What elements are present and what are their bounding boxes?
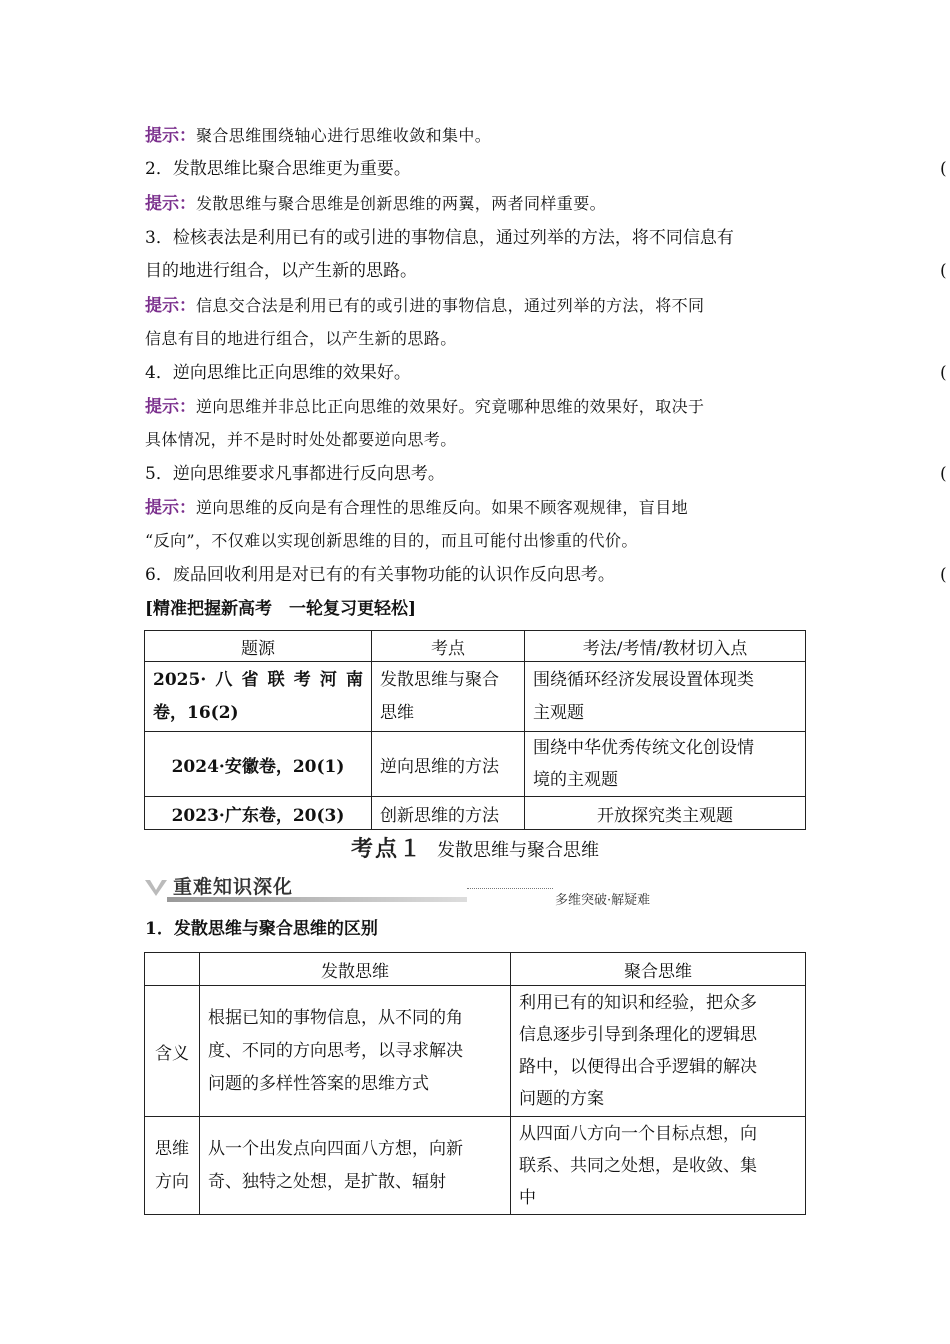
kaodian-title: 发散思维与聚合思维 (437, 840, 599, 861)
hint-5-line-2: “反向”，不仅难以实现创新思维的目的，而且可能付出惨重的代价。 (145, 531, 638, 550)
table-row (145, 732, 806, 797)
hint-text: 聚合思维围绕轴心进行思维收敛和集中。 (196, 126, 492, 145)
question-2: 2．发散思维比聚合思维更为重要。 (145, 159, 411, 179)
cell-method: 开放探究类主观题 (525, 797, 806, 830)
banner-title: 重难知识深化 (173, 876, 294, 898)
hint-1 (145, 125, 805, 147)
cell-point: 逆向思维的方法 (372, 732, 525, 797)
cell-line: 问题的方案 (519, 1089, 604, 1109)
cell-source: 2023·广东卷，20(3) (145, 797, 372, 830)
row-label: 含义 (145, 986, 200, 1117)
cell-method (525, 662, 806, 732)
cell-line: 思维 (380, 702, 414, 723)
hint-4-line-2: 具体情况，并不是时时处处都要逆向思考。 (145, 430, 457, 449)
answer-paren: ( (940, 565, 947, 585)
table-row (145, 797, 806, 830)
hint-label: 提示： (145, 194, 196, 214)
cell-line: 围绕循环经济发展设置体现类 (533, 669, 754, 690)
cell-line: 度、不同的方向思考，以寻求解决 (208, 1040, 463, 1061)
hint-text: 逆向思维并非总比正向思维的效果好。究竟哪种思维的效果好，取决于 (196, 397, 705, 416)
answer-paren: ( (940, 464, 947, 484)
cell-convergent (511, 986, 806, 1117)
hint-4-line-1 (145, 396, 805, 418)
section-1-title: 1．发散思维与聚合思维的区别 (145, 919, 378, 939)
hint-text: 信息交合法是利用已有的或引进的事物信息，通过列举的方法，将不同 (196, 296, 705, 315)
cell-line: 发散思维与聚合 (380, 669, 499, 690)
cell-line: 2025·八省联考河南 (153, 669, 363, 690)
question-3-line-2: 目的地进行组合，以产生新的思路。 (145, 261, 417, 281)
cell-method (525, 732, 806, 797)
cell-line: 方向 (155, 1171, 189, 1192)
cell-line: 根据已知的事物信息，从不同的角 (208, 1007, 463, 1028)
cell-convergent (511, 1117, 806, 1215)
header-point: 考点 (372, 631, 525, 662)
cell-line: 从四面八方向一个目标点想，向 (519, 1123, 757, 1144)
cell-line: 信息逐步引导到条理化的逻辑思 (519, 1025, 757, 1045)
cell-divergent (200, 986, 511, 1117)
cell-source (145, 662, 372, 732)
cell-point (372, 662, 525, 732)
hint-label: 提示： (145, 498, 196, 518)
question-4: 4．逆向思维比正向思维的效果好。 (145, 363, 411, 383)
kaodian-heading (0, 832, 950, 863)
table-row (145, 1117, 806, 1215)
hint-label: 提示： (145, 296, 196, 316)
cell-source: 2024·安徽卷，20(1) (145, 732, 372, 797)
header-empty (145, 953, 200, 986)
hint-text: 发散思维与聚合思维是创新思维的两翼，两者同样重要。 (196, 194, 607, 213)
table-header-row (145, 953, 806, 986)
cell-line: 路中，以便得出合乎逻辑的解决 (519, 1057, 757, 1077)
cell-line: 思维 (155, 1138, 189, 1159)
hint-text: 逆向思维的反向是有合理性的思维反向。如果不顾客观规律，盲目地 (196, 498, 689, 517)
header-convergent: 聚合思维 (511, 953, 806, 986)
cell-line: 问题的多样性答案的思维方式 (208, 1073, 429, 1094)
banner-subtitle: 多维突破·解疑难 (555, 893, 651, 908)
header-source: 题源 (145, 631, 372, 662)
answer-paren: ( (940, 159, 947, 179)
hint-3-line-1 (145, 295, 805, 317)
cell-line: 从一个出发点向四面八方想，向新 (208, 1138, 463, 1159)
compare-table (144, 952, 806, 1215)
triangle-icon-inner (150, 880, 162, 890)
hint-3-line-2: 信息有目的地进行组合，以产生新的思路。 (145, 329, 457, 348)
cell-line: 联系、共同之处想，是收敛、集 (519, 1155, 757, 1176)
hint-label: 提示： (145, 126, 196, 146)
cell-line: 奇、独特之处想，是扩散、辐射 (208, 1171, 446, 1192)
section-banner (145, 872, 651, 908)
table-row (145, 662, 806, 732)
question-3-line-1: 3．检核表法是利用已有的或引进的事物信息，通过列举的方法，将不同信息有 (145, 228, 734, 248)
exam-table (144, 630, 806, 830)
answer-paren: ( (940, 261, 947, 281)
table-row (145, 986, 806, 1117)
kaodian-number: 考点１ (350, 837, 423, 862)
header-divergent: 发散思维 (200, 953, 511, 986)
exam-heading: [精准把握新高考 一轮复习更轻松] (145, 599, 417, 619)
answer-paren: ( (940, 363, 947, 383)
hint-2 (145, 193, 805, 215)
cell-line: 卷，16(2) (153, 702, 239, 723)
table-header-row (145, 631, 806, 662)
header-method: 考法/考情/教材切入点 (525, 631, 806, 662)
cell-line: 主观题 (533, 702, 584, 723)
cell-line: 中 (519, 1187, 536, 1208)
cell-point: 创新思维的方法 (372, 797, 525, 830)
row-label (145, 1117, 200, 1215)
question-5: 5．逆向思维要求凡事都进行反向思考。 (145, 464, 445, 484)
hint-5-line-1 (145, 497, 805, 519)
question-6: 6．废品回收利用是对已有的有关事物功能的认识作反向思考。 (145, 565, 615, 585)
cell-line: 境的主观题 (533, 770, 618, 790)
hint-label: 提示： (145, 397, 196, 417)
banner-dotted-line (467, 888, 553, 889)
cell-line: 围绕中华优秀传统文化创设情 (533, 738, 754, 758)
cell-line: 利用已有的知识和经验，把众多 (519, 993, 757, 1013)
cell-divergent (200, 1117, 511, 1215)
